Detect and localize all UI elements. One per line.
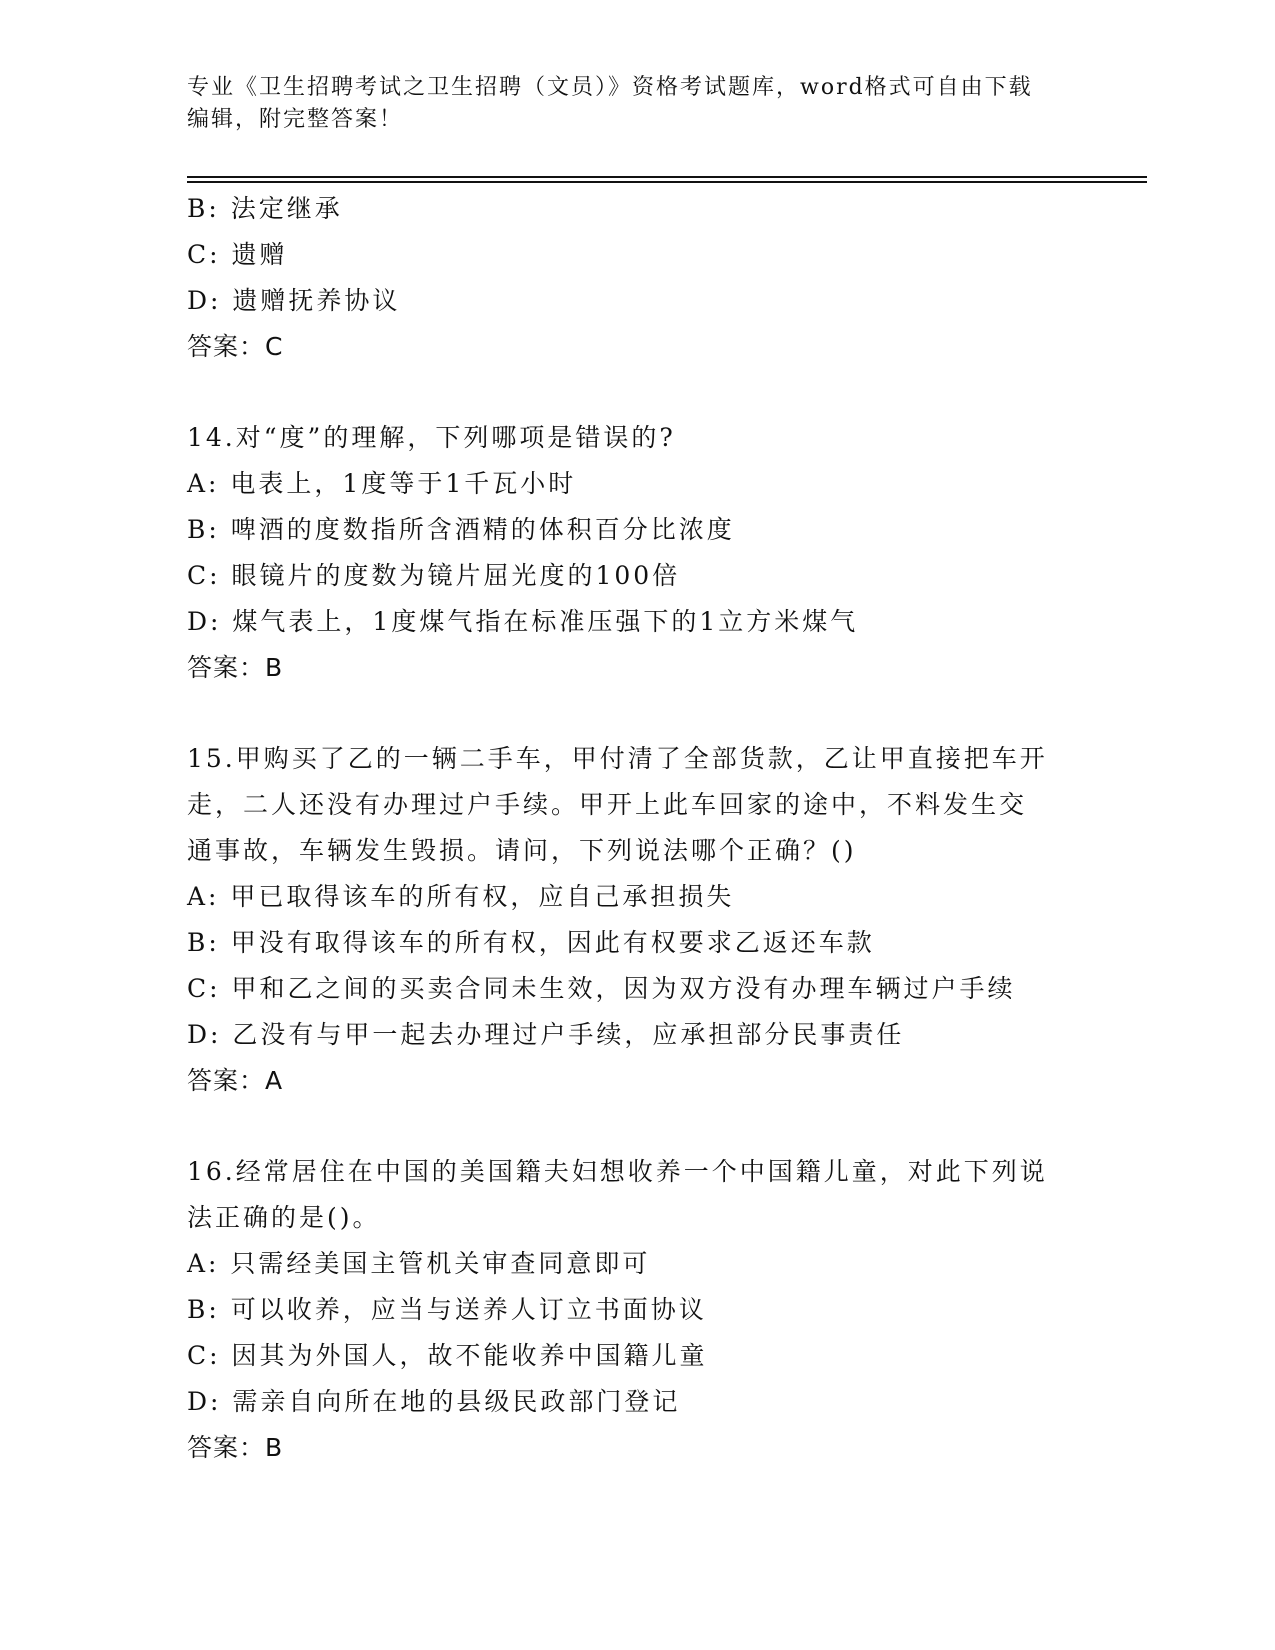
option-a: A: 电表上，1度等于1千瓦小时	[187, 469, 577, 498]
option-a: A: 甲已取得该车的所有权，应自己承担损失	[187, 882, 735, 911]
question-14-block	[187, 415, 1107, 691]
question-content	[187, 186, 1107, 1471]
answer-label: 答案：C	[187, 332, 284, 361]
option-b: B: 甲没有取得该车的所有权，因此有权要求乙返还车款	[187, 928, 875, 957]
header-divider-bottom	[187, 181, 1147, 183]
question-text: 14.对“度”的理解，下列哪项是错误的?	[187, 423, 676, 452]
option-d: D: 乙没有与甲一起去办理过户手续，应承担部分民事责任	[187, 1020, 905, 1049]
answer-label: 答案：A	[187, 1066, 284, 1095]
option-b: B: 可以收养，应当与送养人订立书面协议	[187, 1295, 707, 1324]
spacer	[187, 1104, 1107, 1149]
option-b: B: 啤酒的度数指所含酒精的体积百分比浓度	[187, 515, 735, 544]
spacer	[187, 370, 1107, 415]
option-a: A: 只需经美国主管机关审查同意即可	[187, 1249, 651, 1278]
question-text-line-1: 15.甲购买了乙的一辆二手车，甲付清了全部货款，乙让甲直接把车开	[187, 744, 1048, 773]
question-text-line-2: 法正确的是()。	[187, 1203, 381, 1232]
header-line-2: 编辑，附完整答案！	[187, 107, 404, 132]
option-c: C: 眼镜片的度数为镜片屈光度的100倍	[187, 561, 681, 590]
option-d: D: 需亲自向所在地的县级民政部门登记	[187, 1387, 681, 1416]
question-13-block	[187, 186, 1107, 370]
question-text-line-1: 16.经常居住在中国的美国籍夫妇想收养一个中国籍儿童，对此下列说	[187, 1157, 1048, 1186]
document-header	[187, 72, 1087, 136]
spacer	[187, 691, 1107, 736]
header-line-1: 专业《卫生招聘考试之卫生招聘（文员）》资格考试题库，word格式可自由下载	[187, 75, 1033, 100]
option-c: C: 遗赠	[187, 240, 288, 269]
option-b: B: 法定继承	[187, 194, 343, 223]
option-d: D: 煤气表上，1度煤气指在标准压强下的1立方米煤气	[187, 607, 859, 636]
option-c: C: 甲和乙之间的买卖合同未生效，因为双方没有办理车辆过户手续	[187, 974, 1016, 1003]
question-15-block	[187, 736, 1107, 1104]
question-text-line-3: 通事故，车辆发生毁损。请问，下列说法哪个正确？()	[187, 836, 857, 865]
header-divider-top	[187, 176, 1147, 178]
option-c: C: 因其为外国人，故不能收养中国籍儿童	[187, 1341, 708, 1370]
question-text-line-2: 走，二人还没有办理过户手续。甲开上此车回家的途中，不料发生交	[187, 790, 1028, 819]
option-d: D: 遗赠抚养协议	[187, 286, 401, 315]
answer-label: 答案：B	[187, 1433, 284, 1462]
answer-label: 答案：B	[187, 653, 284, 682]
question-16-block	[187, 1149, 1107, 1471]
